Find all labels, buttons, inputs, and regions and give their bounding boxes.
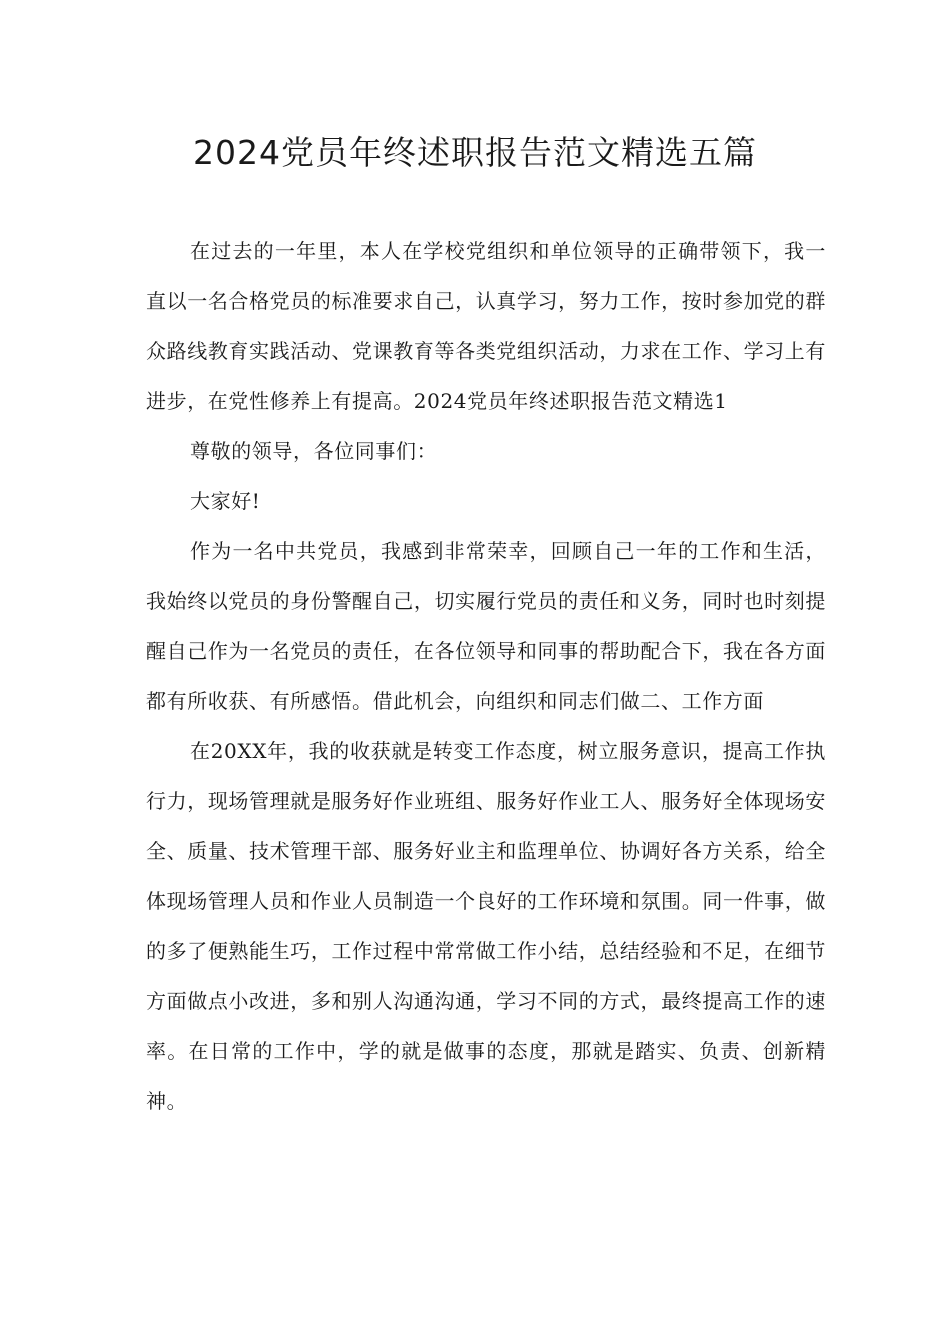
document-title: 2024党员年终述职报告范文精选五篇 xyxy=(193,133,757,172)
paragraph-greeting: 大家好! xyxy=(190,489,261,513)
paragraph-work: 在20XX年，我的收获就是转变工作态度，树立服务意识，提高工作执行力，现场管理就是服务好作业班组、服务好作业工人、服务好全体现场安全、质量、技术管理干部、服务好业主和监理单位、协调好各方关系，给全体现场管理人员和作业人员制造一个良好的工作环境和氛围。同一件事，做的多了便熟能生巧，工作过程中常常做工作小结，总结经验和不足，在细节方面做点小改进，多和别人沟通沟通，学习不同的方式，最终提高工作的速率。在日常的工作中，学的就是做事的态度，那就是踏实、负责、创新精神。 xyxy=(146,739,826,1113)
paragraph-salutation: 尊敬的领导，各位同事们： xyxy=(190,439,438,463)
document-body xyxy=(146,226,826,1126)
paragraph-reflection: 作为一名中共党员，我感到非常荣幸，回顾自己一年的工作和生活，我始终以党员的身份警醒自己，切实履行党员的责任和义务，同时也时刻提醒自己作为一名党员的责任，在各位领导和同事的帮助配合下，我在各方面都有所收获、有所感悟。借此机会，向组织和同志们做二、工作方面 xyxy=(146,539,826,713)
paragraph-intro: 在过去的一年里，本人在学校党组织和单位领导的正确带领下，我一直以一名合格党员的标准要求自己，认真学习，努力工作，按时参加党的群众路线教育实践活动、党课教育等各类党组织活动，力求在工作、学习上有进步，在党性修养上有提高。2024党员年终述职报告范文精选1 xyxy=(146,239,826,413)
